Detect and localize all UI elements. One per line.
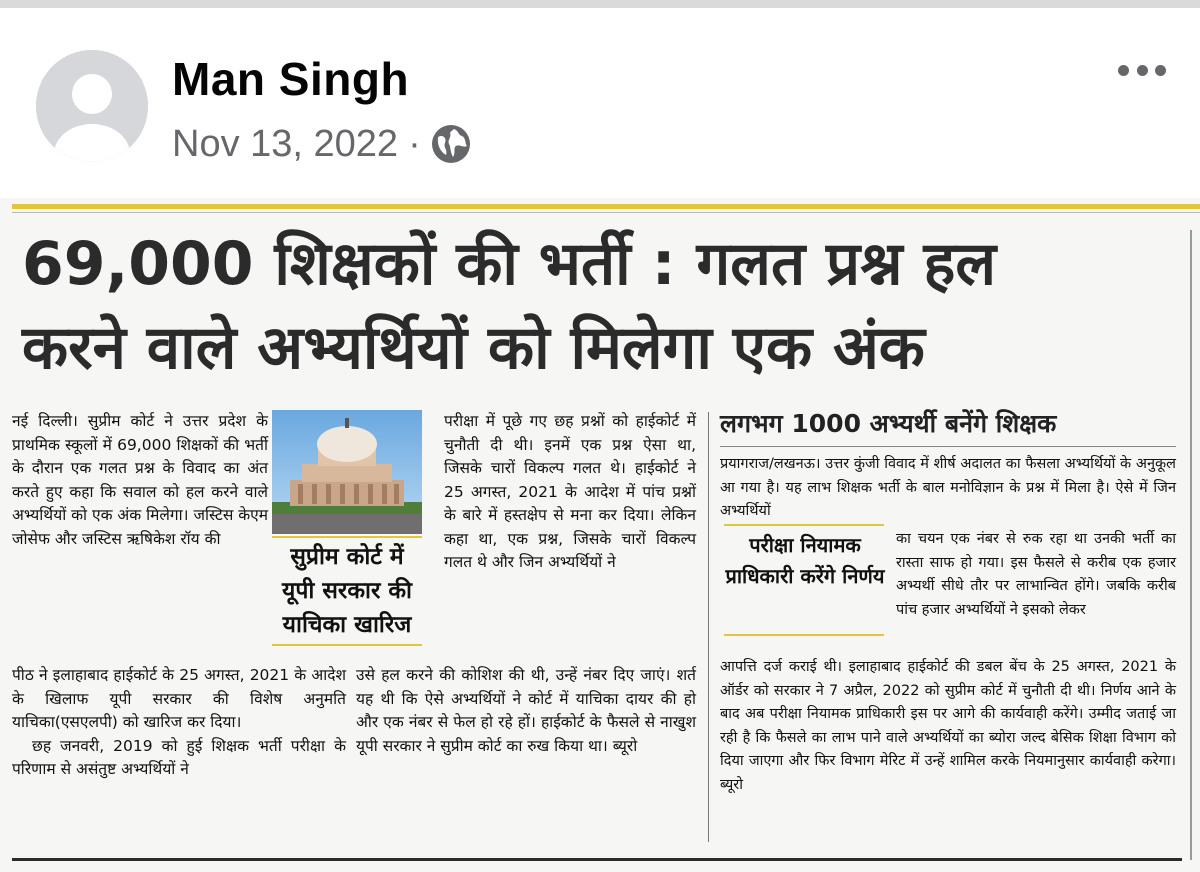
avatar[interactable]: [36, 50, 148, 162]
post-date[interactable]: Nov 13, 2022: [172, 122, 399, 165]
article-column-1-bottom: [12, 664, 346, 782]
clipping-right-edge: [1190, 230, 1192, 860]
column-2-bottom-text: उसे हल करने की कोशिश की थी, उन्हें नंबर दिए जाएं। शर्त यह थी कि ऐसे अभ्यर्थियों ने कोर्ट में याचिका दायर की हो और एक नंबर से फेल हो रहे हों। हाईकोर्ट के फैसले से नाखुश यूपी सरकार ने सुप्रीम कोर्ट का रुख किया था। ब्यूरो: [356, 666, 696, 755]
headline-line-1: 69,000 शिक्षकों की भर्ती : गलत प्रश्न हल: [22, 229, 997, 299]
article-column-1: [12, 410, 268, 551]
side-column-mid: [896, 528, 1176, 622]
more-dot: [1118, 65, 1129, 76]
side-bottom-text: आपत्ति दर्ज कराई थी। इलाहाबाद हाईकोर्ट की डबल बेंच के 25 अगस्त, 2021 के ऑर्डर को सरकार ने 7 अप्रैल, 2022 को सुप्रीम कोर्ट में चुनौती दी थी। निर्णय आने के बाद अब परीक्षा नियामक प्राधिकारी इस पर आगे की कार्यवाही करेंगे। उम्मीद जताई जा रही है कि फैसले का लाभ पाने वाले अभ्यर्थियों का ब्योरा जल्द बेसिक शिक्षा विभाग को दिया जाएगा और फिर विभाग मेरिट में उन्हें शामिल करके नियमानुसार कार्यवाही करेगा। ब्यूरो: [720, 659, 1176, 793]
post-meta: [172, 122, 473, 166]
clipping-bottom-rule: [12, 858, 1182, 861]
side-column-bottom: [720, 656, 1176, 797]
post-header: [0, 8, 1200, 198]
pull-quote: परीक्षा नियामक प्राधिकारी करेंगे निर्णय: [725, 533, 885, 588]
more-dot: [1155, 65, 1166, 76]
quote-rule-top: [724, 524, 884, 526]
clipping-top-rule: [12, 204, 1200, 209]
column-1-bottom-paragraph-1: पीठ ने इलाहाबाद हाईकोर्ट के 25 अगस्त, 2021 के आदेश के खिलाफ यूपी सरकार की विशेष अनुमति याचिका(एसएलपी) को खारिज कर दिया।: [12, 666, 346, 731]
clipping-thin-rule: [12, 212, 1200, 213]
default-avatar-icon: [36, 50, 148, 162]
article-column-2-bottom: [356, 664, 696, 758]
globe-icon[interactable]: [429, 122, 473, 166]
column-2-text: परीक्षा में पूछे गए छह प्रश्नों को हाईकोर्ट में चुनौती दी थी। इनमें एक प्रश्न ऐसा था, जिसके चारों विकल्प गलत थे। हाईकोर्ट ने 25 अगस्त, 2021 के आदेश में पांच प्रश्नों के बारे में हस्तक्षेप से मना कर दिया। लेकिन कहा था, एक प्रश्न, जिसके चारों विकल्प गलत थे और जिन अभ्यर्थियों ने: [444, 412, 696, 571]
top-border: [0, 0, 1200, 8]
side-headline-rule: [720, 446, 1176, 447]
meta-separator: ·: [408, 122, 421, 165]
article-headline: [22, 222, 1182, 390]
more-options-icon[interactable]: [1118, 60, 1166, 80]
side-headline: लगभग 1000 अभ्यर्थी बनेंगे शिक्षक: [720, 409, 1057, 438]
caption-rule-top: [272, 536, 422, 538]
caption-rule-bottom: [272, 644, 422, 646]
more-dot: [1137, 65, 1148, 76]
author-name[interactable]: Man Singh: [172, 53, 410, 105]
column-1-text: नई दिल्ली। सुप्रीम कोर्ट ने उत्तर प्रदेश के प्राथमिक स्कूलों में 69,000 शिक्षकों की भर्ती के दौरान एक गलत प्रश्न के विवाद का अंत करते हुए कहा कि सवाल को हल करने वाले अभ्यर्थियों को एक अंक मिलेगा। जस्टिस केएम जोसेफ और जस्टिस ऋषिकेश रॉय की: [12, 412, 268, 548]
supreme-court-photo: [272, 410, 422, 534]
side-mid-text: का चयन एक नंबर से रुक रहा था उनकी भर्ती का रास्ता साफ हो गया। इस फैसले से करीब एक हजार अभ्यर्थी सीधे तौर पर लाभान्वित होंगे। जबकि करीब पांच हजार अभ्यर्थियों ने इसको लेकर: [896, 531, 1176, 618]
column-1-bottom-paragraph-2: छह जनवरी, 2019 को हुई शिक्षक भर्ती परीक्षा के परिणाम से असंतुष्ट अभ्यर्थियों ने: [12, 736, 346, 778]
side-top-text: प्रयागराज/लखनऊ। उत्तर कुंजी विवाद में शीर्ष अदालत का फैसला अभ्यर्थियों के अनुकूल आ गया है। यह लाभ शिक्षक भर्ती के बाल मनोविज्ञान के प्रश्न में मिला है। ऐसे में जिन अभ्यर्थियों: [720, 456, 1176, 519]
headline-line-2: करने वाले अभ्यर्थियों को मिलेगा एक अंक: [22, 313, 925, 383]
side-column-top: [720, 453, 1176, 524]
photo-caption: सुप्रीम कोर्ट में यूपी सरकार की याचिका खारिज: [282, 544, 412, 638]
quote-rule-bottom: [724, 634, 884, 636]
column-separator: [708, 412, 709, 842]
article-column-2: [444, 410, 696, 575]
